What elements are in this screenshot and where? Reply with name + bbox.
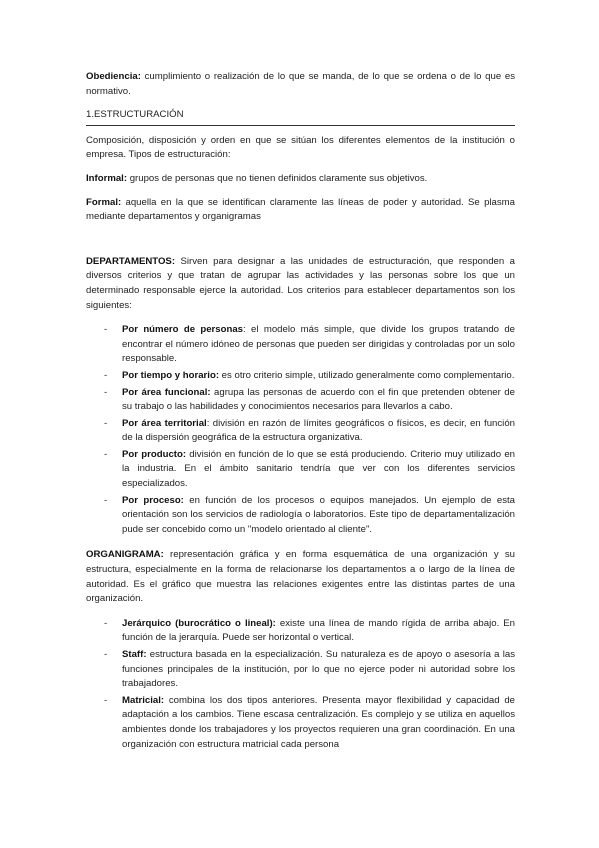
dash-bullet: - (104, 369, 108, 381)
formal-term: Formal: (86, 196, 122, 208)
item-text: es otro criterio simple, utilizado generalmente como complementario. (219, 369, 515, 381)
dash-bullet: - (104, 694, 108, 706)
item-text: existe una línea de mando rígida de arriba abajo. En función de la jerarquía. Puede ser horizontal o vertical. (122, 617, 515, 644)
intro-paragraph: Composición, disposición y orden en que se sitúan los diferentes elementos de la institución o empresa. Tipos de estructuración: (86, 134, 515, 161)
formal-text: aquella en la que se identifican claramente las líneas de poder y autoridad. Se plasma mediante departamentos y organigramas (86, 196, 515, 223)
list-item (86, 694, 515, 752)
dash-bullet: - (104, 649, 108, 660)
departamentos-text: Sirven para designar a las unidades de estructuración, que responden a diversos criterios y que tratan de agrupar las actividades y las personas sobre los que un determinado responsable ejerce la autoridad. Los criterios para establecer departamentos son los siguientes: (86, 255, 515, 311)
item-term: Por área funcional: (122, 386, 211, 398)
obediencia-paragraph (86, 70, 515, 99)
item-term: Por tiempo y horario: (122, 369, 220, 381)
dash-bullet: - (104, 494, 108, 506)
item-text: agrupa las personas de acuerdo con el fin que pretenden obtener de su trabajo o las habilidades y conocimientos necesarios para llevarlos a cabo. (122, 386, 515, 413)
item-text: en función de los procesos o equipos manejados. Un ejemplo de esta orientación son los servicios de radiología o laboratorios. Este tipo de departamentalización pude ser concebido como un "modelo orientado al cliente". (122, 494, 515, 535)
organigrama-text: representación gráfica y en forma esquemática de una organización y su estructura, especialmente en la forma de relacionarse los departamentos a o largo de la línea de autoridad. Es el gráfico que muestra las relaciones exigentes entre las distintas partes de una organización. (86, 549, 515, 605)
dash-bullet: - (104, 386, 108, 398)
organigrama-list (86, 617, 515, 752)
item-text: estructura basada en la especialización. Su naturaleza es de apoyo o asesoría a las funciones principales de la institución, por lo que no ejerce poder ni autoridad sobre los trabajadores. (122, 649, 515, 690)
item-term: Matricial: (122, 694, 165, 706)
informal-paragraph (86, 172, 515, 187)
dash-bullet: - (104, 324, 108, 336)
item-term: Jerárquico (burocrático o lineal): (122, 617, 276, 629)
informal-text: grupos de personas que no tienen definidos claramente sus objetivos. (127, 172, 428, 184)
item-text: : el modelo más simple, que divide los grupos tratando de encontrar el número idóneo de personas que pueden ser dirigidas y controladas por un solo responsable. (122, 324, 516, 365)
item-term: Por área territorial (122, 417, 207, 429)
item-text: combina los dos tipos anteriores. Presenta mayor flexibilidad y capacidad de adaptación a los cambios. Tiene escasa centralización. Es complejo y se utiliza en aquellos ambientes donde los trabajadores y los proyectos requieren una gran coordinación. En una organización con estructura matricial cada persona (122, 694, 515, 750)
dash-bullet: - (104, 417, 108, 429)
item-term: Por proceso: (122, 494, 184, 506)
departamentos-list (86, 323, 515, 537)
list-item (86, 648, 515, 692)
list-item (86, 323, 515, 367)
dash-bullet: - (104, 617, 108, 629)
departamentos-paragraph (86, 255, 515, 313)
section-heading: 1.ESTRUCTURACIÓN (86, 108, 515, 126)
departamentos-term: DEPARTAMENTOS: (86, 255, 176, 267)
obediencia-term: Obediencia: (86, 71, 141, 82)
item-text: división en función de lo que se está produciendo. Criterio muy utilizado en la industria. En el ámbito sanitario tendría que ver con los diferentes servicios especializados. (122, 448, 515, 490)
list-item (86, 369, 515, 384)
item-term: Staff: (122, 649, 147, 660)
organigrama-term: ORGANIGRAMA: (86, 549, 164, 561)
informal-term: Informal: (86, 172, 128, 184)
item-term: Por producto: (122, 448, 187, 460)
list-item (86, 386, 515, 415)
item-term: Por número de personas (122, 324, 244, 336)
list-item (86, 494, 515, 538)
item-text: : división en razón de límites geográficos o físicos, es decir, en función de la dispersión geográfica de la estructura organizativa. (122, 417, 515, 444)
obediencia-text: cumplimiento o realización de lo que se manda, de lo que se ordena o de lo que es normativo. (86, 71, 515, 97)
list-item (86, 617, 515, 646)
dash-bullet: - (104, 448, 108, 460)
organigrama-paragraph (86, 548, 515, 606)
formal-paragraph (86, 196, 515, 225)
list-item (86, 448, 515, 492)
list-item (86, 417, 515, 446)
